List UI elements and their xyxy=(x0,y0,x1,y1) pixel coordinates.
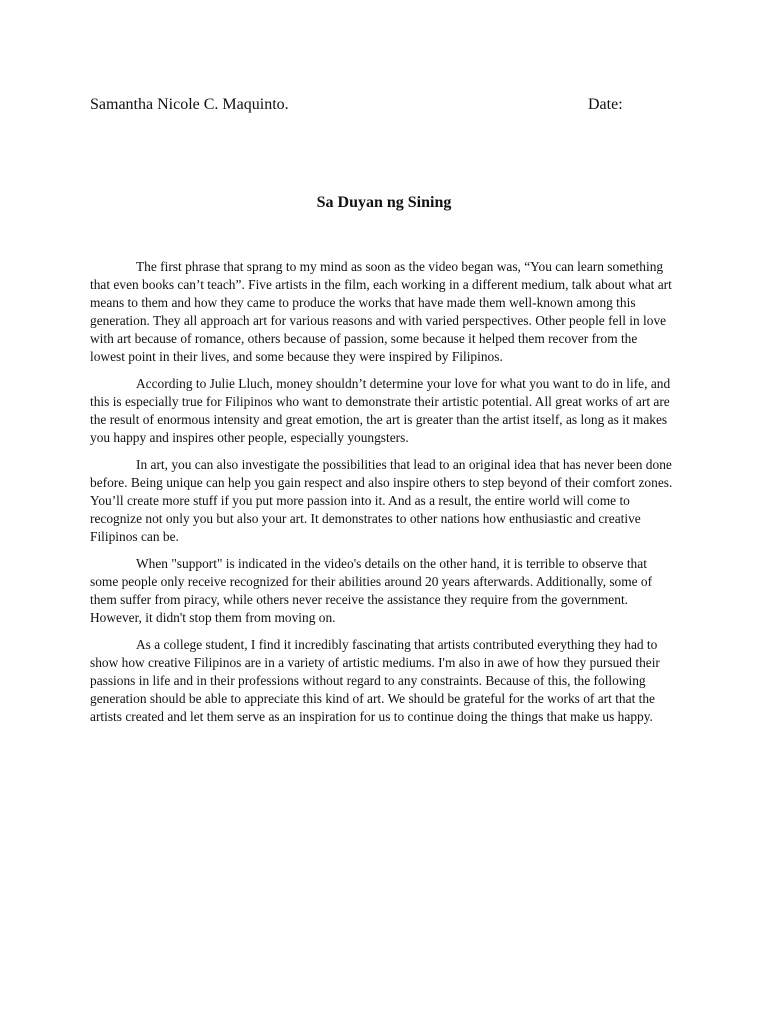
paragraph-1: The first phrase that sprang to my mind as soon as the video began was, “You can learn something that even books can’t teach”. Five artists in the film, each working in a different medium, talk about what art means to them and how they came to produce the works that have made them well-known among this generation. They all approach art for various reasons and with varied perspectives. Other people fell in love with art because of romance, others because of passion, some because it helped them recover from the lowest point in their lives, and some because they were inspired by Filipinos. xyxy=(90,259,672,364)
paragraph-2: According to Julie Lluch, money shouldn’t determine your love for what you want to do in life, and this is especially true for Filipinos who want to demonstrate their artistic potential. All great works of art are the result of enormous intensity and great emotion, the art is greater than the artist itself, as long as it makes you happy and inspires other people, especially youngsters. xyxy=(90,375,671,445)
author-name: Samantha Nicole C. Maquinto. xyxy=(90,96,289,113)
essay-body xyxy=(90,258,674,735)
date-label: Date: xyxy=(588,96,623,113)
document-title: Sa Duyan ng Sining xyxy=(316,194,452,211)
paragraph-5: As a college student, I find it incredibly fascinating that artists contributed everything they had to show how creative Filipinos are in a variety of artistic mediums. I'm also in awe of how they pursued their passions in life and in their professions without regard to any constraints. Because of this, the following generation should be able to appreciate this kind of art. We should be grateful for the works of art that the artists created and let them serve as an inspiration for us to continue doing the things that make us happy. xyxy=(90,637,660,724)
document-header xyxy=(90,94,678,116)
paragraph-4: When "support" is indicated in the video's details on the other hand, it is terrible to observe that some people only receive recognized for their abilities around 20 years afterwards. Additionally, some of them suffer from piracy, while others never receive the assistance they require from the government. However, it didn't stop them from moving on. xyxy=(90,556,653,625)
paragraph-3: In art, you can also investigate the possibilities that lead to an original idea that has never been done before. Being unique can help you gain respect and also inspire others to step beyond of their comfort zones. You’ll create more stuff if you put more passion into it. And as a result, the entire world will come to recognize not only you but also your art. It demonstrates to other nations how enthusiastic and creative Filipinos can be. xyxy=(90,457,673,544)
